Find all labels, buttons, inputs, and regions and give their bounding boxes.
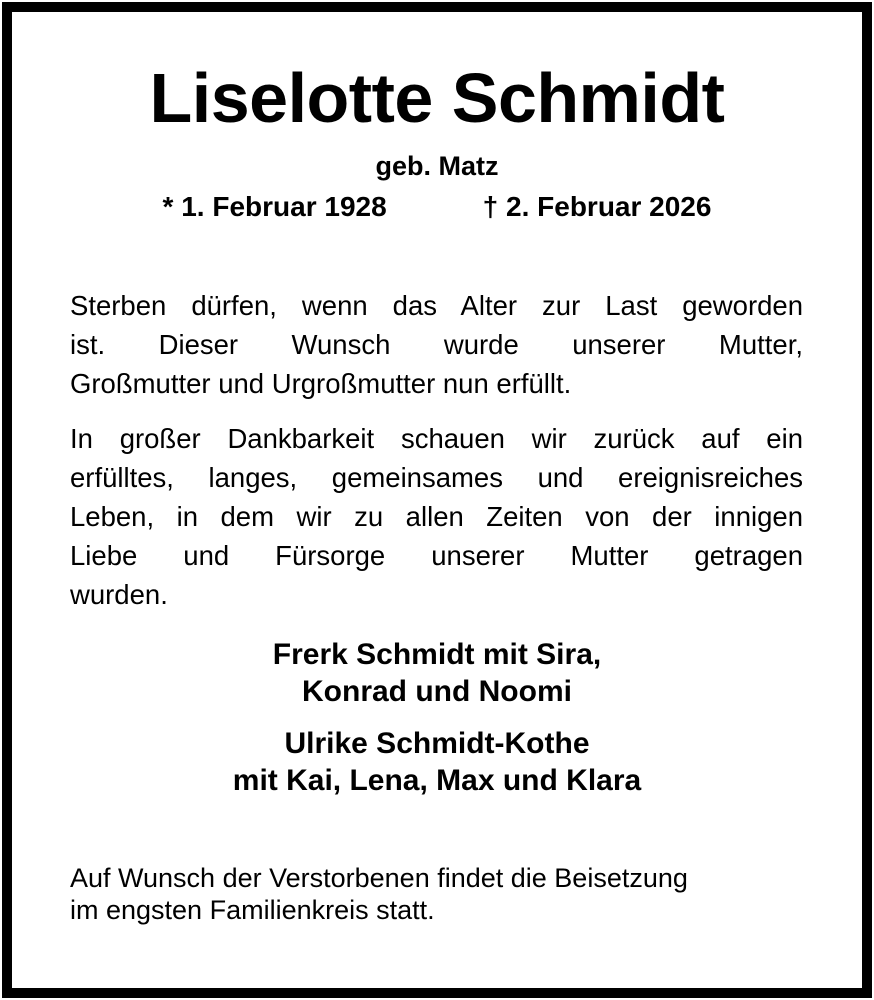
text-line: Großmutter und Urgroßmutter nun erfüllt. <box>70 368 572 399</box>
mourner-line: Konrad und Noomi <box>302 675 572 708</box>
text-line: im engsten Familienkreis statt. <box>70 895 435 925</box>
text-line: Auf Wunsch der Verstorbenen findet die Beisetzung <box>70 863 688 893</box>
text-line: erfülltes, langes, gemeinsames und ereignisreiches <box>70 462 803 493</box>
birth-date: * 1. Februar 1928 <box>162 191 387 222</box>
maiden-name: geb. Matz <box>375 151 499 181</box>
mourner-group-1 <box>0 636 874 710</box>
mourner-line: Ulrike Schmidt-Kothe <box>284 727 590 760</box>
mourner-line: Frerk Schmidt mit Sira, <box>272 638 602 671</box>
mourner-group-2 <box>0 725 874 799</box>
life-dates <box>0 189 874 225</box>
death-date: † 2. Februar 2026 <box>482 191 712 222</box>
text-line: Sterben dürfen, wenn das Alter zur Last geworden <box>70 290 803 321</box>
paragraph-farewell <box>70 286 803 403</box>
paragraph-gratitude <box>70 419 803 614</box>
text-line: ist. Dieser Wunsch wurde unserer Mutter, <box>70 329 803 360</box>
text-line: wurden. <box>70 579 168 610</box>
mourner-line: mit Kai, Lena, Max und Klara <box>232 764 642 797</box>
text-line: Liebe und Fürsorge unserer Mutter getragen <box>70 540 803 571</box>
text-line: In großer Dankbarkeit schauen wir zurück auf ein <box>70 423 803 454</box>
text-line: Leben, in dem wir zu allen Zeiten von der innigen <box>70 501 803 532</box>
funeral-note <box>70 862 810 926</box>
deceased-name: Liselotte Schmidt <box>149 59 725 137</box>
